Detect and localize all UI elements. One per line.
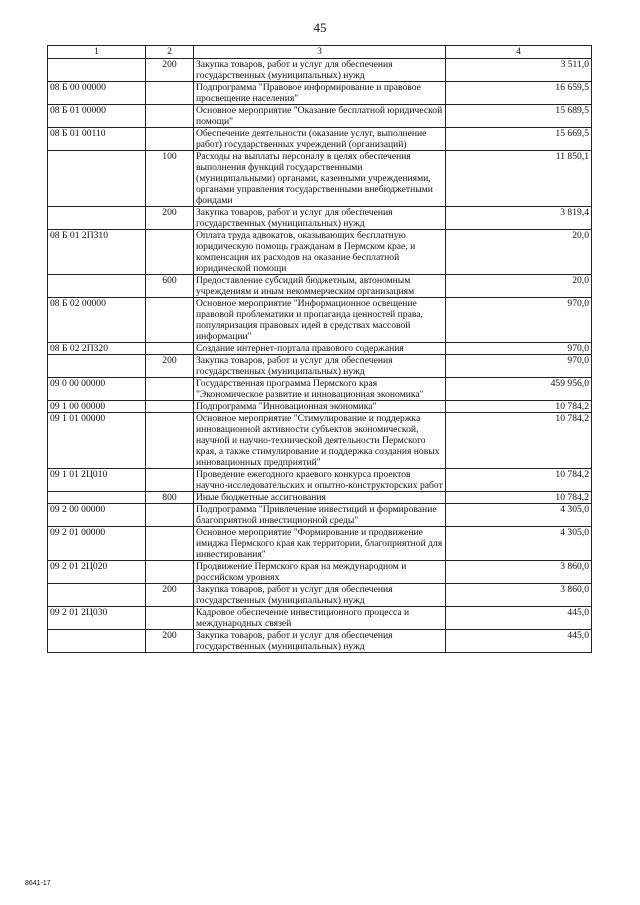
item-name-cell: Основное мероприятие "Стимулирование и поддержка инновационной активности субъектов экономической, научной и научно-технической деятельности Пермского края, а также стимулирование и поддержка создания новых инновационных предприятий" <box>194 413 446 469</box>
amount-cell: 4 305,0 <box>446 527 592 561</box>
expense-type-cell <box>146 527 194 561</box>
target-code-cell: 09 2 01 2Ц030 <box>48 607 146 630</box>
expense-type-cell <box>146 105 194 128</box>
budget-table <box>47 45 592 653</box>
amount-cell: 970,0 <box>446 355 592 378</box>
item-name-cell: Продвижение Пермского края на международном и российском уровнях <box>194 561 446 584</box>
item-name-cell: Создание интернет-портала правового содержания <box>194 343 446 355</box>
target-code-cell <box>48 275 146 298</box>
target-code-cell: 08 Б 02 00000 <box>48 298 146 343</box>
target-code-cell <box>48 59 146 82</box>
expense-type-cell <box>146 561 194 584</box>
amount-cell: 3 819,4 <box>446 207 592 230</box>
table-row <box>48 504 592 527</box>
target-code-cell: 09 2 00 00000 <box>48 504 146 527</box>
table-row <box>48 207 592 230</box>
column-header: 1 <box>48 46 146 59</box>
page-number: 45 <box>313 20 327 35</box>
amount-cell: 459 956,0 <box>446 378 592 401</box>
table-row <box>48 561 592 584</box>
table-row <box>48 298 592 343</box>
item-name-cell: Закупка товаров, работ и услуг для обеспечения государственных (муниципальных) нужд <box>194 207 446 230</box>
table-row <box>48 469 592 492</box>
column-header: 4 <box>446 46 592 59</box>
expense-type-cell: 800 <box>146 492 194 504</box>
item-name-cell: Подпрограмма "Инновационная экономика" <box>194 401 446 413</box>
target-code-cell: 08 Б 00 00000 <box>48 82 146 105</box>
table-row <box>48 343 592 355</box>
table-row <box>48 128 592 151</box>
table-row <box>48 151 592 207</box>
amount-cell: 3 511,0 <box>446 59 592 82</box>
expense-type-cell: 200 <box>146 355 194 378</box>
item-name-cell: Закупка товаров, работ и услуг для обеспечения государственных (муниципальных) нужд <box>194 355 446 378</box>
amount-cell: 445,0 <box>446 630 592 653</box>
expense-type-cell: 100 <box>146 151 194 207</box>
amount-cell: 20,0 <box>446 230 592 275</box>
amount-cell: 10 784,2 <box>446 469 592 492</box>
amount-cell: 3 860,0 <box>446 584 592 607</box>
amount-cell: 11 850,1 <box>446 151 592 207</box>
item-name-cell: Подпрограмма "Правовое информирование и правовое просвещение населения" <box>194 82 446 105</box>
table-row <box>48 584 592 607</box>
target-code-cell: 08 Б 02 2П320 <box>48 343 146 355</box>
table-row <box>48 105 592 128</box>
expense-type-cell <box>146 378 194 401</box>
item-name-cell: Предоставление субсидий бюджетным, автономным учреждениям и иным некоммерческим организациям <box>194 275 446 298</box>
amount-cell: 4 305,0 <box>446 504 592 527</box>
table-row <box>48 492 592 504</box>
target-code-cell <box>48 630 146 653</box>
item-name-cell: Закупка товаров, работ и услуг для обеспечения государственных (муниципальных) нужд <box>194 630 446 653</box>
expense-type-cell <box>146 82 194 105</box>
target-code-cell: 09 0 00 00000 <box>48 378 146 401</box>
target-code-cell: 09 2 01 00000 <box>48 527 146 561</box>
amount-cell: 10 784,2 <box>446 401 592 413</box>
item-name-cell: Иные бюджетные ассигнования <box>194 492 446 504</box>
amount-cell: 970,0 <box>446 298 592 343</box>
target-code-cell <box>48 584 146 607</box>
amount-cell: 16 659,5 <box>446 82 592 105</box>
table-row <box>48 230 592 275</box>
table-row <box>48 413 592 469</box>
amount-cell: 3 860,0 <box>446 561 592 584</box>
item-name-cell: Основное мероприятие "Формирование и продвижение имиджа Пермского края как территории, благоприятной для инвестирования" <box>194 527 446 561</box>
target-code-cell: 08 Б 01 2П310 <box>48 230 146 275</box>
amount-cell: 970,0 <box>446 343 592 355</box>
table-row <box>48 59 592 82</box>
target-code-cell: 09 1 00 00000 <box>48 401 146 413</box>
expense-type-cell <box>146 128 194 151</box>
item-name-cell: Подпрограмма "Привлечение инвестиций и формирование благоприятной инвестиционной среды" <box>194 504 446 527</box>
item-name-cell: Обеспечение деятельности (оказание услуг, выполнение работ) государственных учреждений (организаций) <box>194 128 446 151</box>
expense-type-cell <box>146 298 194 343</box>
amount-cell: 10 784,2 <box>446 492 592 504</box>
amount-cell: 10 784,2 <box>446 413 592 469</box>
expense-type-cell <box>146 504 194 527</box>
expense-type-cell: 200 <box>146 59 194 82</box>
item-name-cell: Закупка товаров, работ и услуг для обеспечения государственных (муниципальных) нужд <box>194 584 446 607</box>
table-header-row <box>48 46 592 59</box>
item-name-cell: Основное мероприятие "Оказание бесплатной юридической помощи" <box>194 105 446 128</box>
target-code-cell: 09 1 01 2Ц010 <box>48 469 146 492</box>
expense-type-cell <box>146 343 194 355</box>
table-row <box>48 82 592 105</box>
amount-cell: 15 669,5 <box>446 128 592 151</box>
table-row <box>48 355 592 378</box>
table-row <box>48 527 592 561</box>
item-name-cell: Государственная программа Пермского края "Экономическое развитие и инновационная экономика" <box>194 378 446 401</box>
amount-cell: 15 689,5 <box>446 105 592 128</box>
target-code-cell: 08 Б 01 00110 <box>48 128 146 151</box>
amount-cell: 445,0 <box>446 607 592 630</box>
table-row <box>48 275 592 298</box>
table-row <box>48 630 592 653</box>
expense-type-cell: 200 <box>146 207 194 230</box>
expense-type-cell <box>146 607 194 630</box>
table-row <box>48 378 592 401</box>
target-code-cell <box>48 492 146 504</box>
expense-type-cell <box>146 413 194 469</box>
item-name-cell: Кадровое обеспечение инвестиционного процесса и международных связей <box>194 607 446 630</box>
column-header: 2 <box>146 46 194 59</box>
item-name-cell: Основное мероприятие "Информационное освещение правовой проблематики и пропаганда ценностей права, популяризация правовых идей в средствах массовой информации" <box>194 298 446 343</box>
expense-type-cell <box>146 401 194 413</box>
footer-code: 8641-17 <box>25 880 51 887</box>
expense-type-cell <box>146 469 194 492</box>
expense-type-cell: 200 <box>146 584 194 607</box>
expense-type-cell <box>146 230 194 275</box>
expense-type-cell: 600 <box>146 275 194 298</box>
target-code-cell <box>48 355 146 378</box>
item-name-cell: Закупка товаров, работ и услуг для обеспечения государственных (муниципальных) нужд <box>194 59 446 82</box>
column-header: 3 <box>194 46 446 59</box>
target-code-cell: 09 1 01 00000 <box>48 413 146 469</box>
target-code-cell: 09 2 01 2Ц020 <box>48 561 146 584</box>
item-name-cell: Проведение ежегодного краевого конкурса проектов научно-исследовательских и опытно-конструкторских работ <box>194 469 446 492</box>
table-row <box>48 607 592 630</box>
target-code-cell <box>48 207 146 230</box>
table-row <box>48 401 592 413</box>
item-name-cell: Расходы на выплаты персоналу в целях обеспечения выполнения функций государственными (муниципальными) органами, казенными учреждениями, органами управления государственными внебюджетными фондами <box>194 151 446 207</box>
target-code-cell <box>48 151 146 207</box>
amount-cell: 20,0 <box>446 275 592 298</box>
item-name-cell: Оплата труда адвокатов, оказывающих бесплатную юридическую помощь гражданам в Пермском крае, и компенсация их расходов на оказание бесплатной юридической помощи <box>194 230 446 275</box>
expense-type-cell: 200 <box>146 630 194 653</box>
target-code-cell: 08 Б 01 00000 <box>48 105 146 128</box>
